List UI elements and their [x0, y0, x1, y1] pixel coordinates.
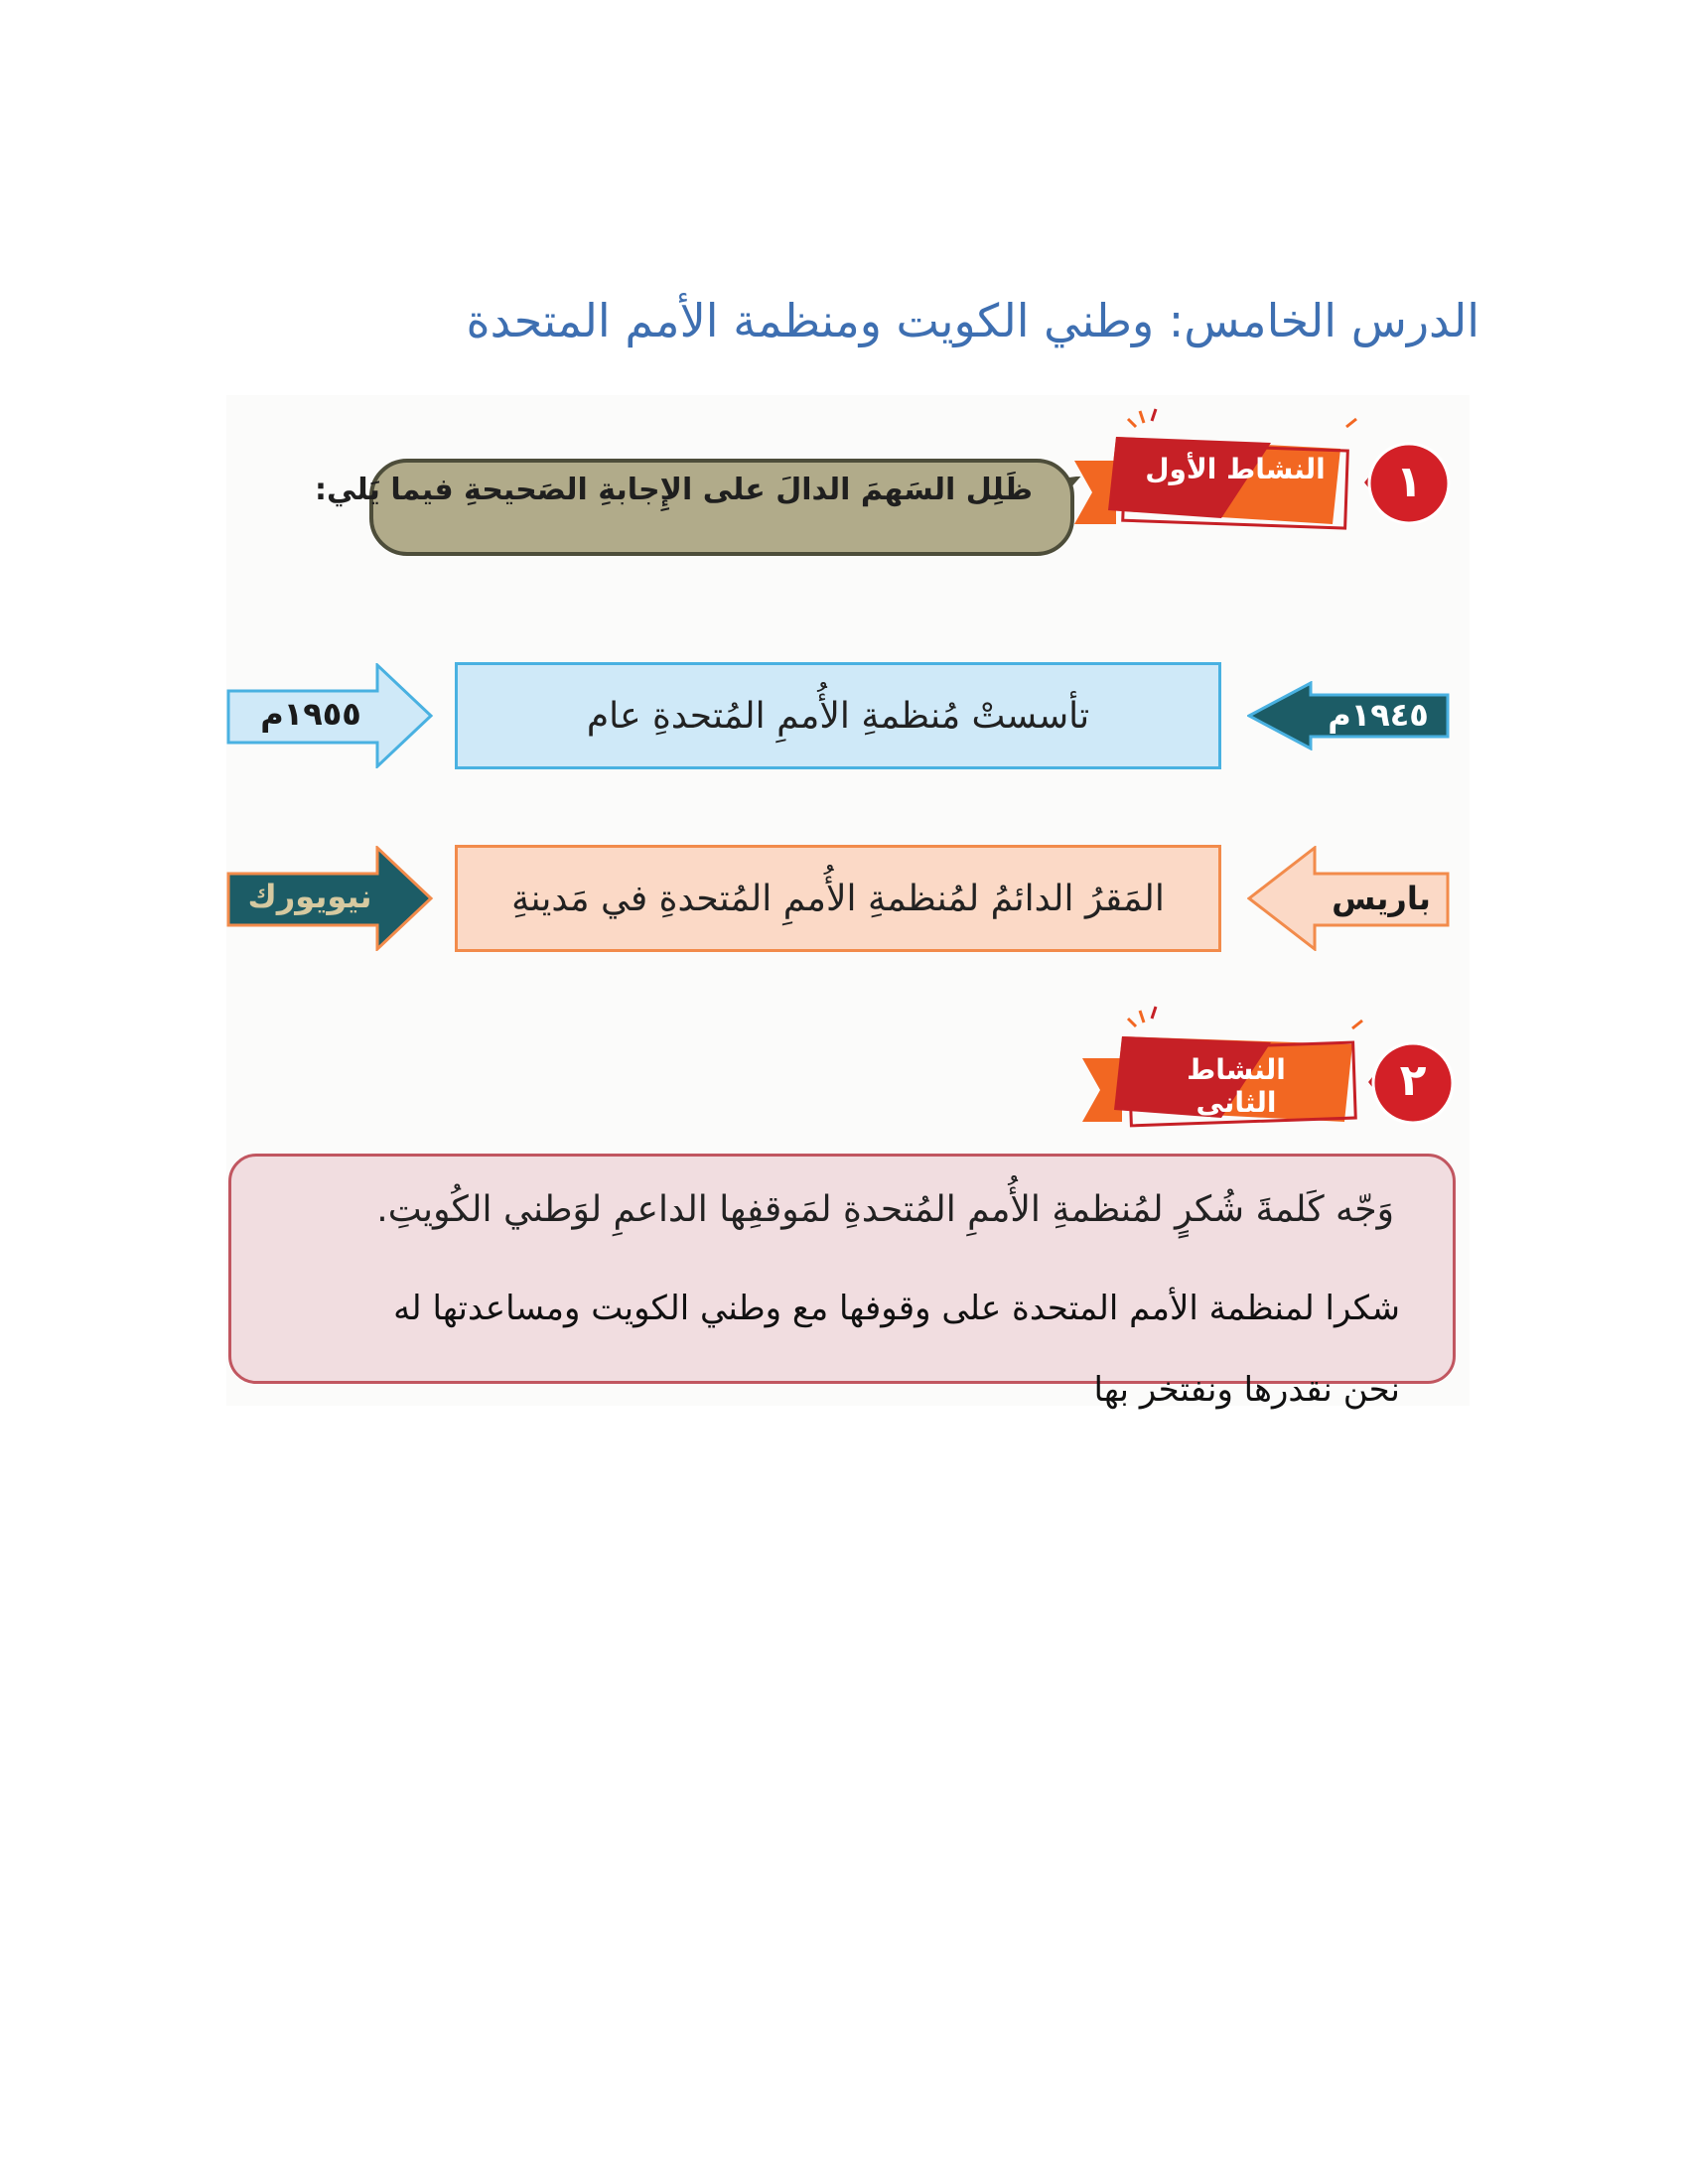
confetti-icon: [1128, 409, 1356, 427]
activity2-banner-label: النشاط الثاني: [1187, 1053, 1286, 1119]
q2-question-box: [455, 845, 1221, 952]
q2-left-option: نيويورك: [247, 878, 372, 915]
q2-right-option: باريس: [1332, 880, 1431, 917]
activity2-answer-line2[interactable]: نحن نقدرها ونفتخر بها: [1093, 1370, 1400, 1410]
confetti-icon: [1128, 1007, 1362, 1028]
q1-right-option: ١٩٤٥م: [1328, 696, 1429, 734]
activity1-banner-label: النشاط الأول: [1145, 453, 1326, 485]
activity1-instruction: ظَلِل السَهمَ الدالَ على الإِجابةِ الصَحيحةِ فيما يَلي:: [315, 473, 1033, 507]
lesson-title: الدرس الخامس: وطني الكويت ومنظمة الأمم المتحدة: [466, 294, 1479, 347]
q1-question-text: تأسستْ مُنظمةِ الأُممِ المُتحدةِ عام: [586, 695, 1090, 737]
q1-question-box: [455, 662, 1221, 769]
activity2-answer-box: [228, 1154, 1456, 1384]
activity2-number: ٢: [1399, 1055, 1427, 1106]
activity1-number: ١: [1395, 457, 1423, 507]
activity2-answer-line1[interactable]: شكرا لمنظمة الأمم المتحدة على وقوفها مع وطني الكويت ومساعدتها له: [393, 1289, 1400, 1328]
ribbon-tail-icon: [1082, 1058, 1122, 1122]
activity2-prompt: وَجّه كَلمةَ شُكرٍ لمُنظمةِ الأُممِ المُتحدةِ لمَوقفِها الداعمِ لوَطني الكُويتِ.: [376, 1189, 1394, 1230]
q1-left-option: ١٩٥٥م: [260, 695, 361, 733]
q2-question-text: المَقرُ الدائمُ لمُنظمةِ الأُممِ المُتحدةِ في مَدينةِ: [511, 878, 1165, 919]
